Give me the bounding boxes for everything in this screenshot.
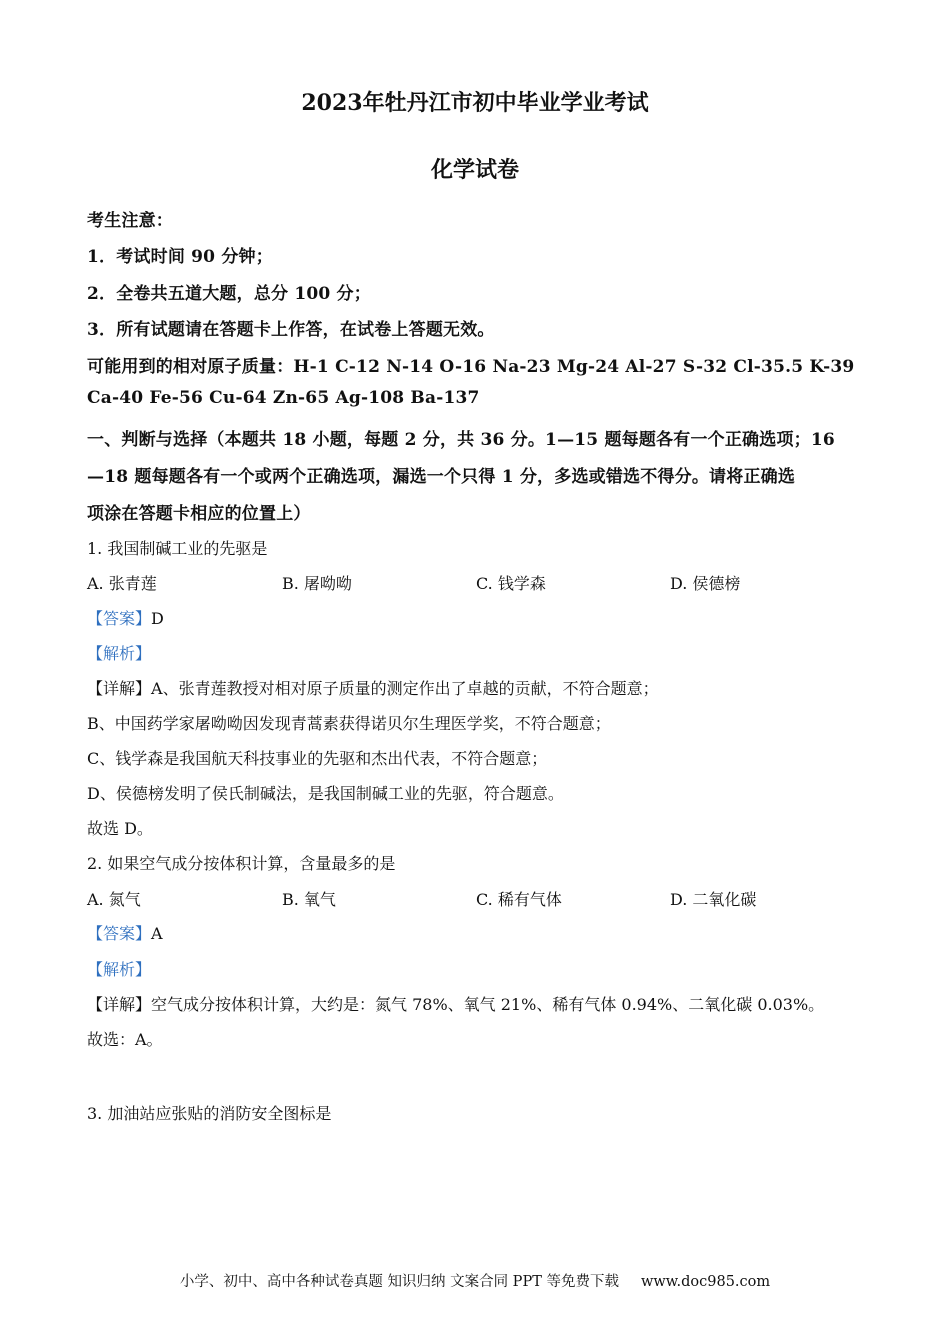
notice-item-3: 3．所有试题请在答题卡上作答，在试卷上答题无效。: [87, 320, 495, 340]
notice-item-2: 2．全卷共五道大题，总分 100 分；: [87, 284, 371, 304]
question-2-option-b: B. 氧气: [282, 890, 336, 909]
question-1-option-a: A. 张青莲: [87, 574, 157, 593]
question-2-option-c: C. 稀有气体: [476, 890, 562, 909]
question-1-detail-line-3: C、钱学森是我国航天科技事业的先驱和杰出代表，不符合题意；: [87, 749, 548, 768]
footer-text: 小学、初中、高中各种试卷真题 知识归纳 文案合同 PPT 等免费下载: [179, 1274, 619, 1290]
section-1-instructions-line-1: 一、判断与选择（本题共 18 小题，每题 2 分，共 36 分。1—15 题每题各有一个正确选项；16: [87, 430, 835, 450]
question-2-analysis-tag: 【解析】: [87, 960, 152, 979]
answer-value: A: [151, 924, 163, 943]
question-2-conclusion: 故选：A。: [87, 1030, 163, 1049]
question-1-stem: 1. 我国制碱工业的先驱是: [87, 539, 268, 558]
question-3-stem: 3. 加油站应张贴的消防安全图标是: [87, 1104, 332, 1123]
atomic-masses-line-1: 可能用到的相对原子质量：H-1 C-12 N-14 O-16 Na-23 Mg-24 Al-27 S-32 Cl-35.5 K-39: [87, 357, 855, 377]
question-1-option-c: C. 钱学森: [476, 574, 546, 593]
section-1-instructions-line-3: 项涂在答题卡相应的位置上）: [87, 504, 311, 524]
detail-text: A、张青莲教授对相对原子质量的测定作出了卓越的贡献，不符合题意；: [151, 679, 659, 698]
notice-item-1: 1．考试时间 90 分钟；: [87, 247, 273, 267]
atomic-masses-line-2: Ca-40 Fe-56 Cu-64 Zn-65 Ag-108 Ba-137: [87, 388, 480, 408]
question-2-option-a: A. 氮气: [87, 890, 141, 909]
question-1-detail-line-2: B、中国药学家屠呦呦因发现青蒿素获得诺贝尔生理医学奖，不符合题意；: [87, 714, 611, 733]
question-2-answer: [87, 921, 163, 944]
question-2-detail: [87, 992, 824, 1015]
question-1-analysis-tag: 【解析】: [87, 644, 152, 663]
question-1-option-d: D. 侯德榜: [670, 574, 741, 593]
question-2-option-d: D. 二氧化碳: [670, 890, 757, 909]
detail-tag: 【详解】: [87, 995, 152, 1014]
section-1-instructions-line-2: —18 题每题各有一个或两个正确选项，漏选一个只得 1 分，多选或错选不得分。请将正确选: [87, 467, 796, 487]
answer-tag: 【答案】: [87, 609, 152, 628]
question-1-detail-line-1: [87, 676, 659, 699]
page-footer: [0, 1270, 950, 1291]
detail-tag: 【详解】: [87, 679, 152, 698]
question-1-detail-line-4: D、侯德榜发明了侯氏制碱法，是我国制碱工业的先驱，符合题意。: [87, 784, 564, 803]
answer-tag: 【答案】: [87, 924, 152, 943]
notice-heading: 考生注意：: [87, 211, 173, 231]
footer-site-link[interactable]: www.doc985.com: [640, 1274, 771, 1290]
question-1-option-b: B. 屠呦呦: [282, 574, 352, 593]
exam-subtitle: 化学试卷: [430, 157, 519, 183]
question-1-conclusion: 故选 D。: [87, 819, 153, 838]
detail-text: 空气成分按体积计算，大约是：氮气 78%、氧气 21%、稀有气体 0.94%、二氧化碳 0.03%。: [151, 995, 825, 1014]
exam-title: 2023年牡丹江市初中毕业学业考试: [301, 90, 649, 116]
question-1-answer: [87, 606, 164, 629]
question-2-stem: 2. 如果空气成分按体积计算，含量最多的是: [87, 854, 396, 873]
answer-value: D: [151, 609, 164, 628]
